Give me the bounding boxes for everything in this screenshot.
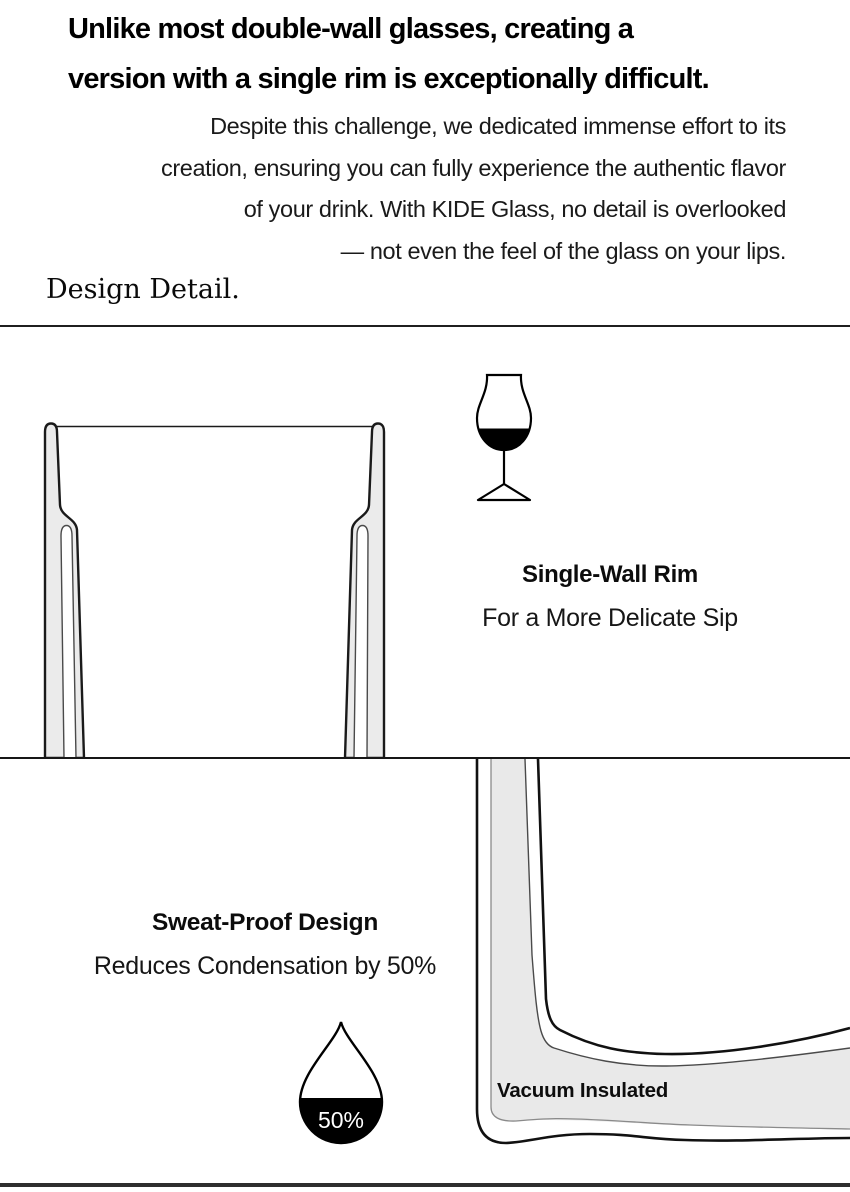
wine-foot [478,484,530,500]
headline-line-2: version with a single rim is exceptionally difficult. [68,63,709,95]
vacuum-insulated-label: Vacuum Insulated [497,1079,669,1102]
middle-divider-line [0,757,850,760]
lead-line-1: Despite this challenge, we dedicated immense effort to its [210,113,786,139]
design-detail-label: Design Detail. [46,274,240,305]
bowl-interior-line [538,759,850,1054]
lead-line-3: of your drink. With KIDE Glass, no detail is overlooked [243,196,786,222]
feature-sweat-title: Sweat-Proof Design [151,909,379,936]
water-drop-icon [297,1018,385,1146]
lead-line-2: creation, ensuring you can fully experience the authentic flavor [161,154,786,181]
feature-rim-subtitle: For a More Delicate Sip [482,604,738,632]
headline-line-1: Unlike most double-wall glasses, creating a [68,13,634,45]
feature-rim-title: Single-Wall Rim [522,561,698,588]
drop-percentage-label: 50% [317,1107,365,1133]
bottom-border-line [0,1183,850,1187]
top-divider-line [0,325,850,327]
headline [68,4,709,104]
glass-right-wall-gap [354,526,368,759]
wine-glass-icon [474,371,534,504]
feature-sweat-subtitle: Reduces Condensation by 50% [93,952,437,980]
inner-wall-vacuum-line [525,759,850,1066]
lead-line-4: — not even the feel of the glass on your lips. [340,237,786,264]
glass-rim-cross-section-diagram [0,420,430,758]
lead-paragraph [161,106,786,272]
